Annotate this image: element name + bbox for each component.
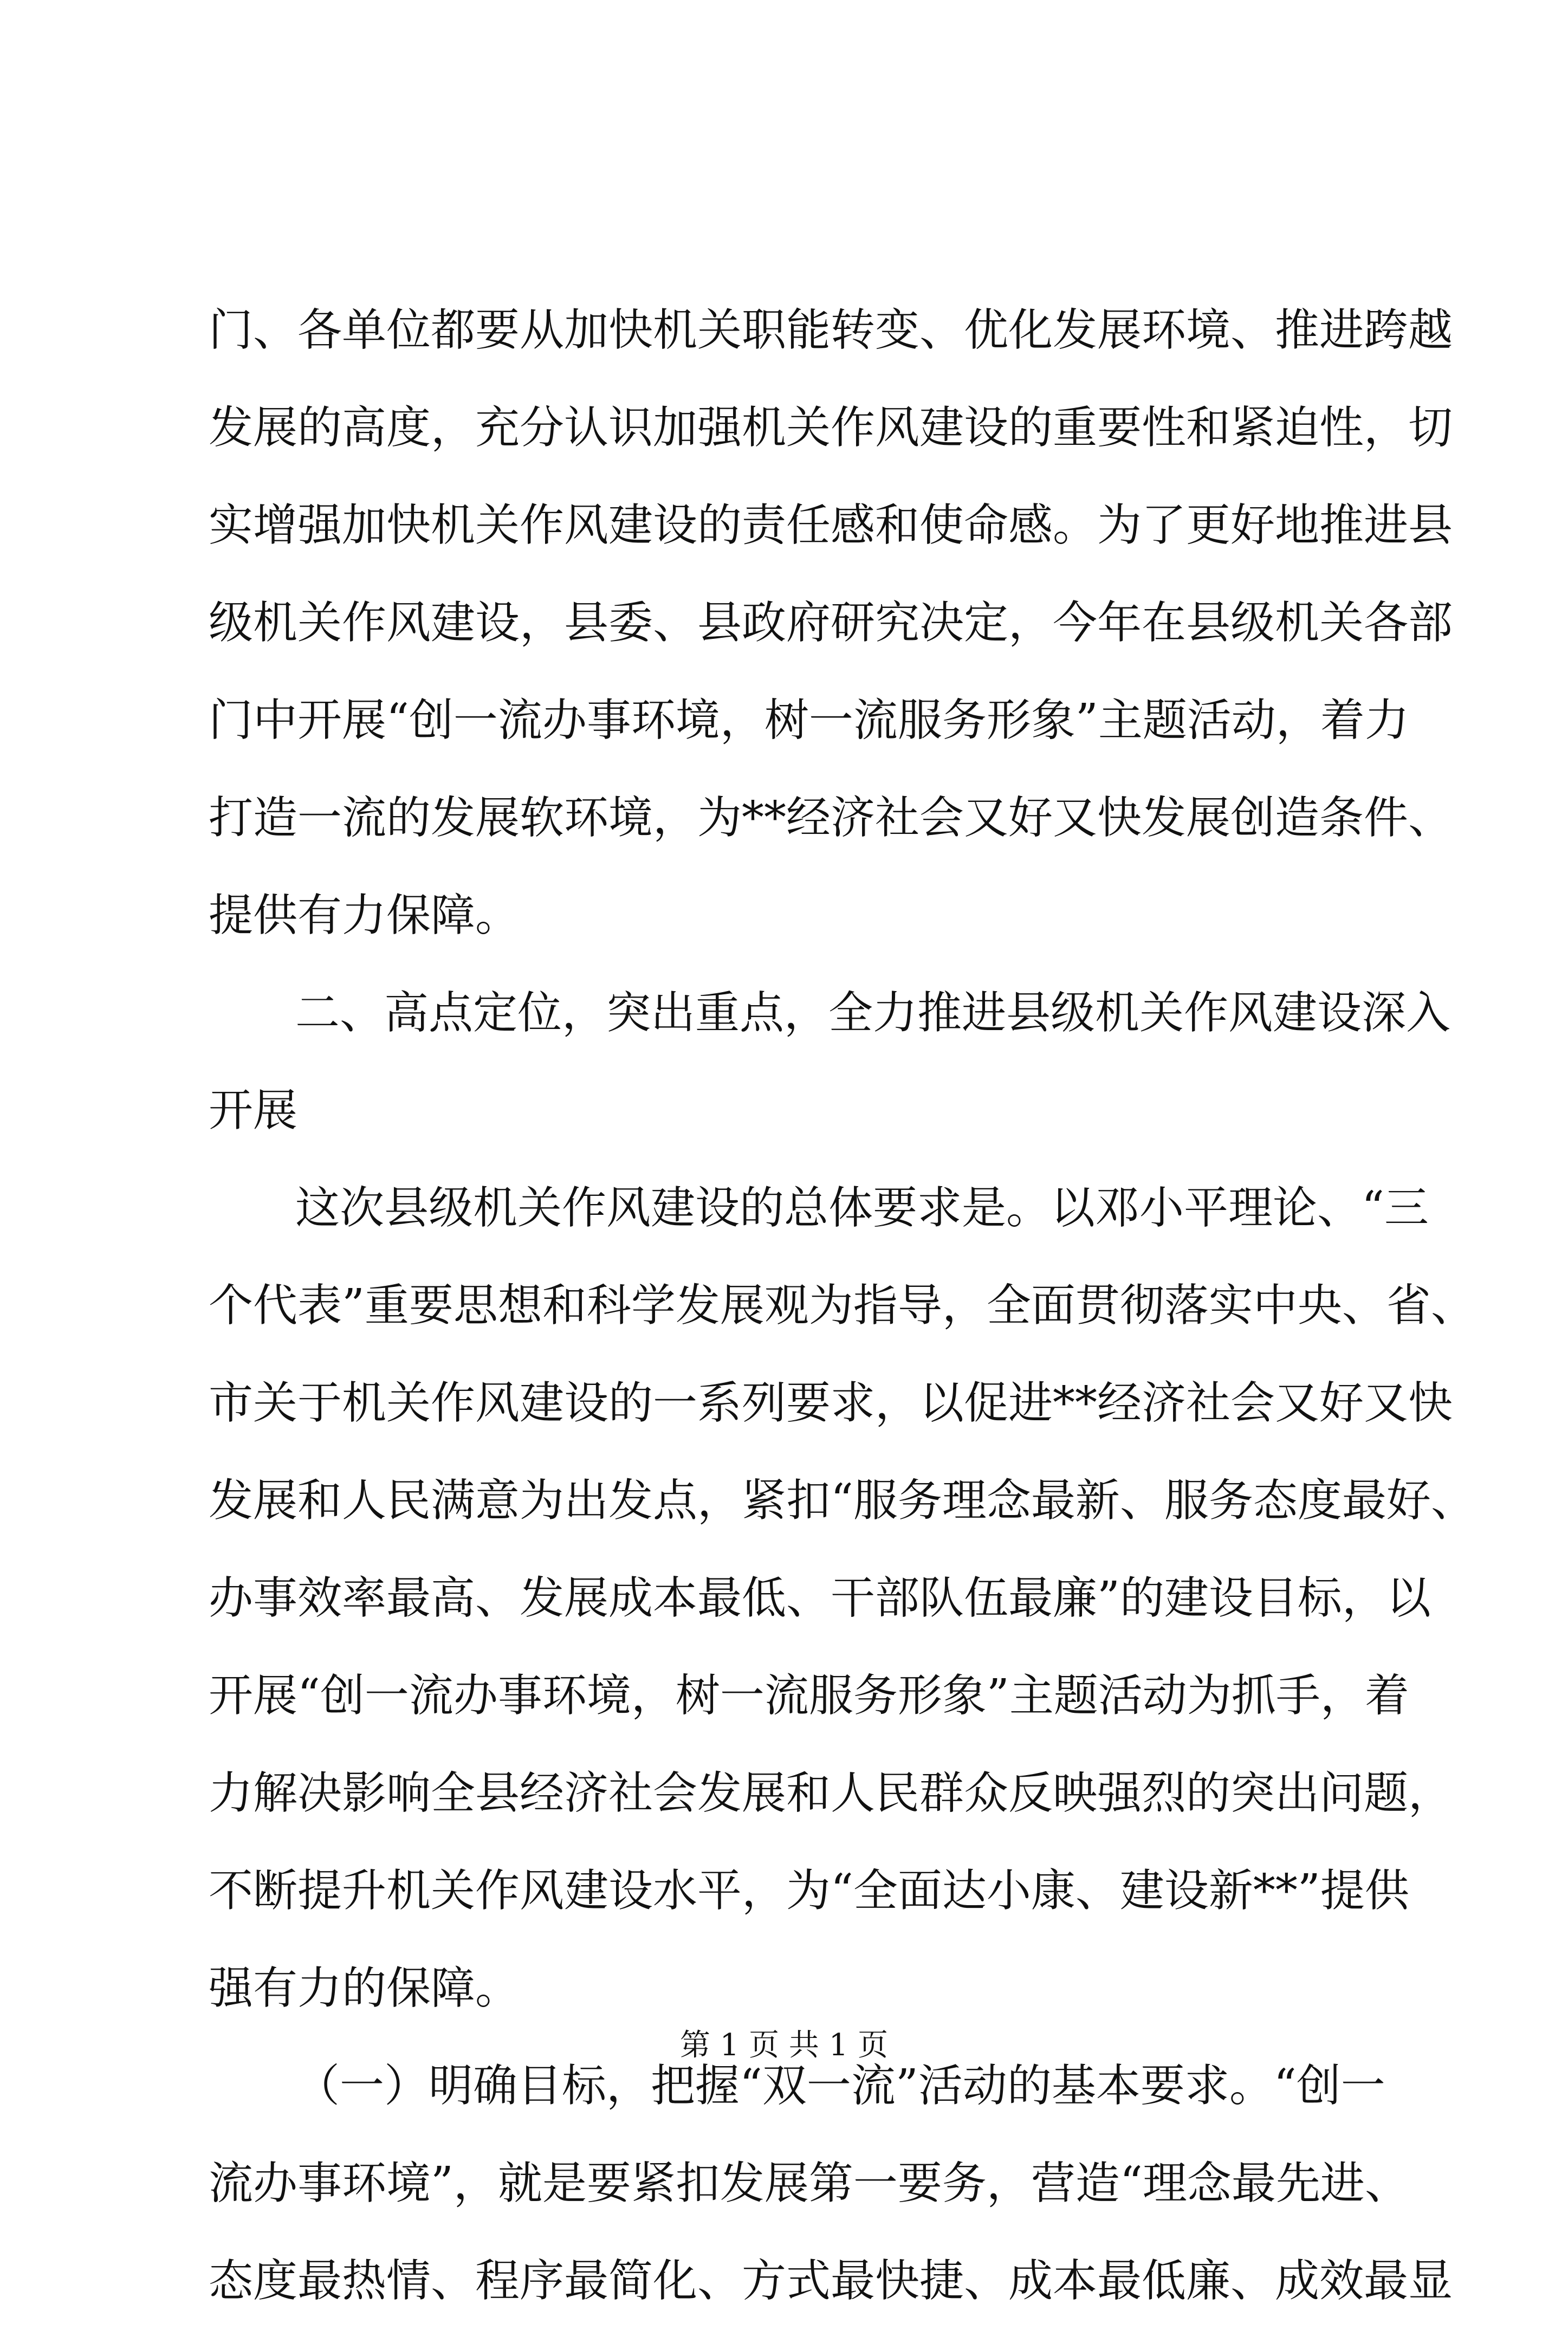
text-line: 开展“创一流办事环境，树一流服务形象”主题活动为抓手，着	[209, 1670, 1409, 1721]
text-line: 发展的高度，充分认识加强机关作风建设的重要性和紧迫性，切	[209, 402, 1453, 454]
text-line: 强有力的保障。	[209, 1963, 520, 2014]
text-line: 发展和人民满意为出发点，紧扣“服务理念最新、服务态度最好、	[209, 1475, 1475, 1526]
section-heading-line: 二、高点定位，突出重点，全力推进县级机关作风建设深入	[295, 987, 1451, 1039]
text-line: 个代表”重要思想和科学发展观为指导，全面贯彻落实中央、省、	[209, 1280, 1475, 1331]
section-heading-line: 开展	[209, 1085, 298, 1136]
text-line: 级机关作风建设，县委、县政府研究决定，今年在县级机关各部	[209, 597, 1453, 649]
text-line: 提供有力保障。	[209, 890, 520, 941]
text-line: （一）明确目标，把握“双一流”活动的基本要求。“创一	[295, 2060, 1385, 2112]
page-number-footer: 第 1 页 共 1 页	[679, 2028, 889, 2063]
text-line: 流办事环境”，就是要紧扣发展第一要务，营造“理念最先进、	[209, 2158, 1409, 2209]
text-line: 态度最热情、程序最简化、方式最快捷、成本最低廉、成效最显	[209, 2255, 1453, 2307]
text-line: 市关于机关作风建设的一系列要求，以促进**经济社会又好又快	[209, 1377, 1453, 1429]
text-line: 这次县级机关作风建设的总体要求是。以邓小平理论、“三	[295, 1182, 1429, 1234]
text-line: 力解决影响全县经济社会发展和人民群众反映强烈的突出问题，	[209, 1768, 1453, 1819]
text-line: 办事效率最高、发展成本最低、干部队伍最廉”的建设目标，以	[209, 1572, 1431, 1624]
text-line: 门、各单位都要从加快机关职能转变、优化发展环境、推进跨越	[209, 305, 1453, 356]
text-line: 实增强加快机关作风建设的责任感和使命感。为了更好地推进县	[209, 500, 1453, 551]
text-line: 打造一流的发展软环境，为**经济社会又好又快发展创造条件、	[209, 792, 1453, 844]
text-line: 不断提升机关作风建设水平，为“全面达小康、建设新**”提供	[209, 1865, 1409, 1917]
document-body	[209, 282, 1475, 2330]
text-line: 门中开展“创一流办事环境，树一流服务形象”主题活动，着力	[209, 695, 1409, 746]
